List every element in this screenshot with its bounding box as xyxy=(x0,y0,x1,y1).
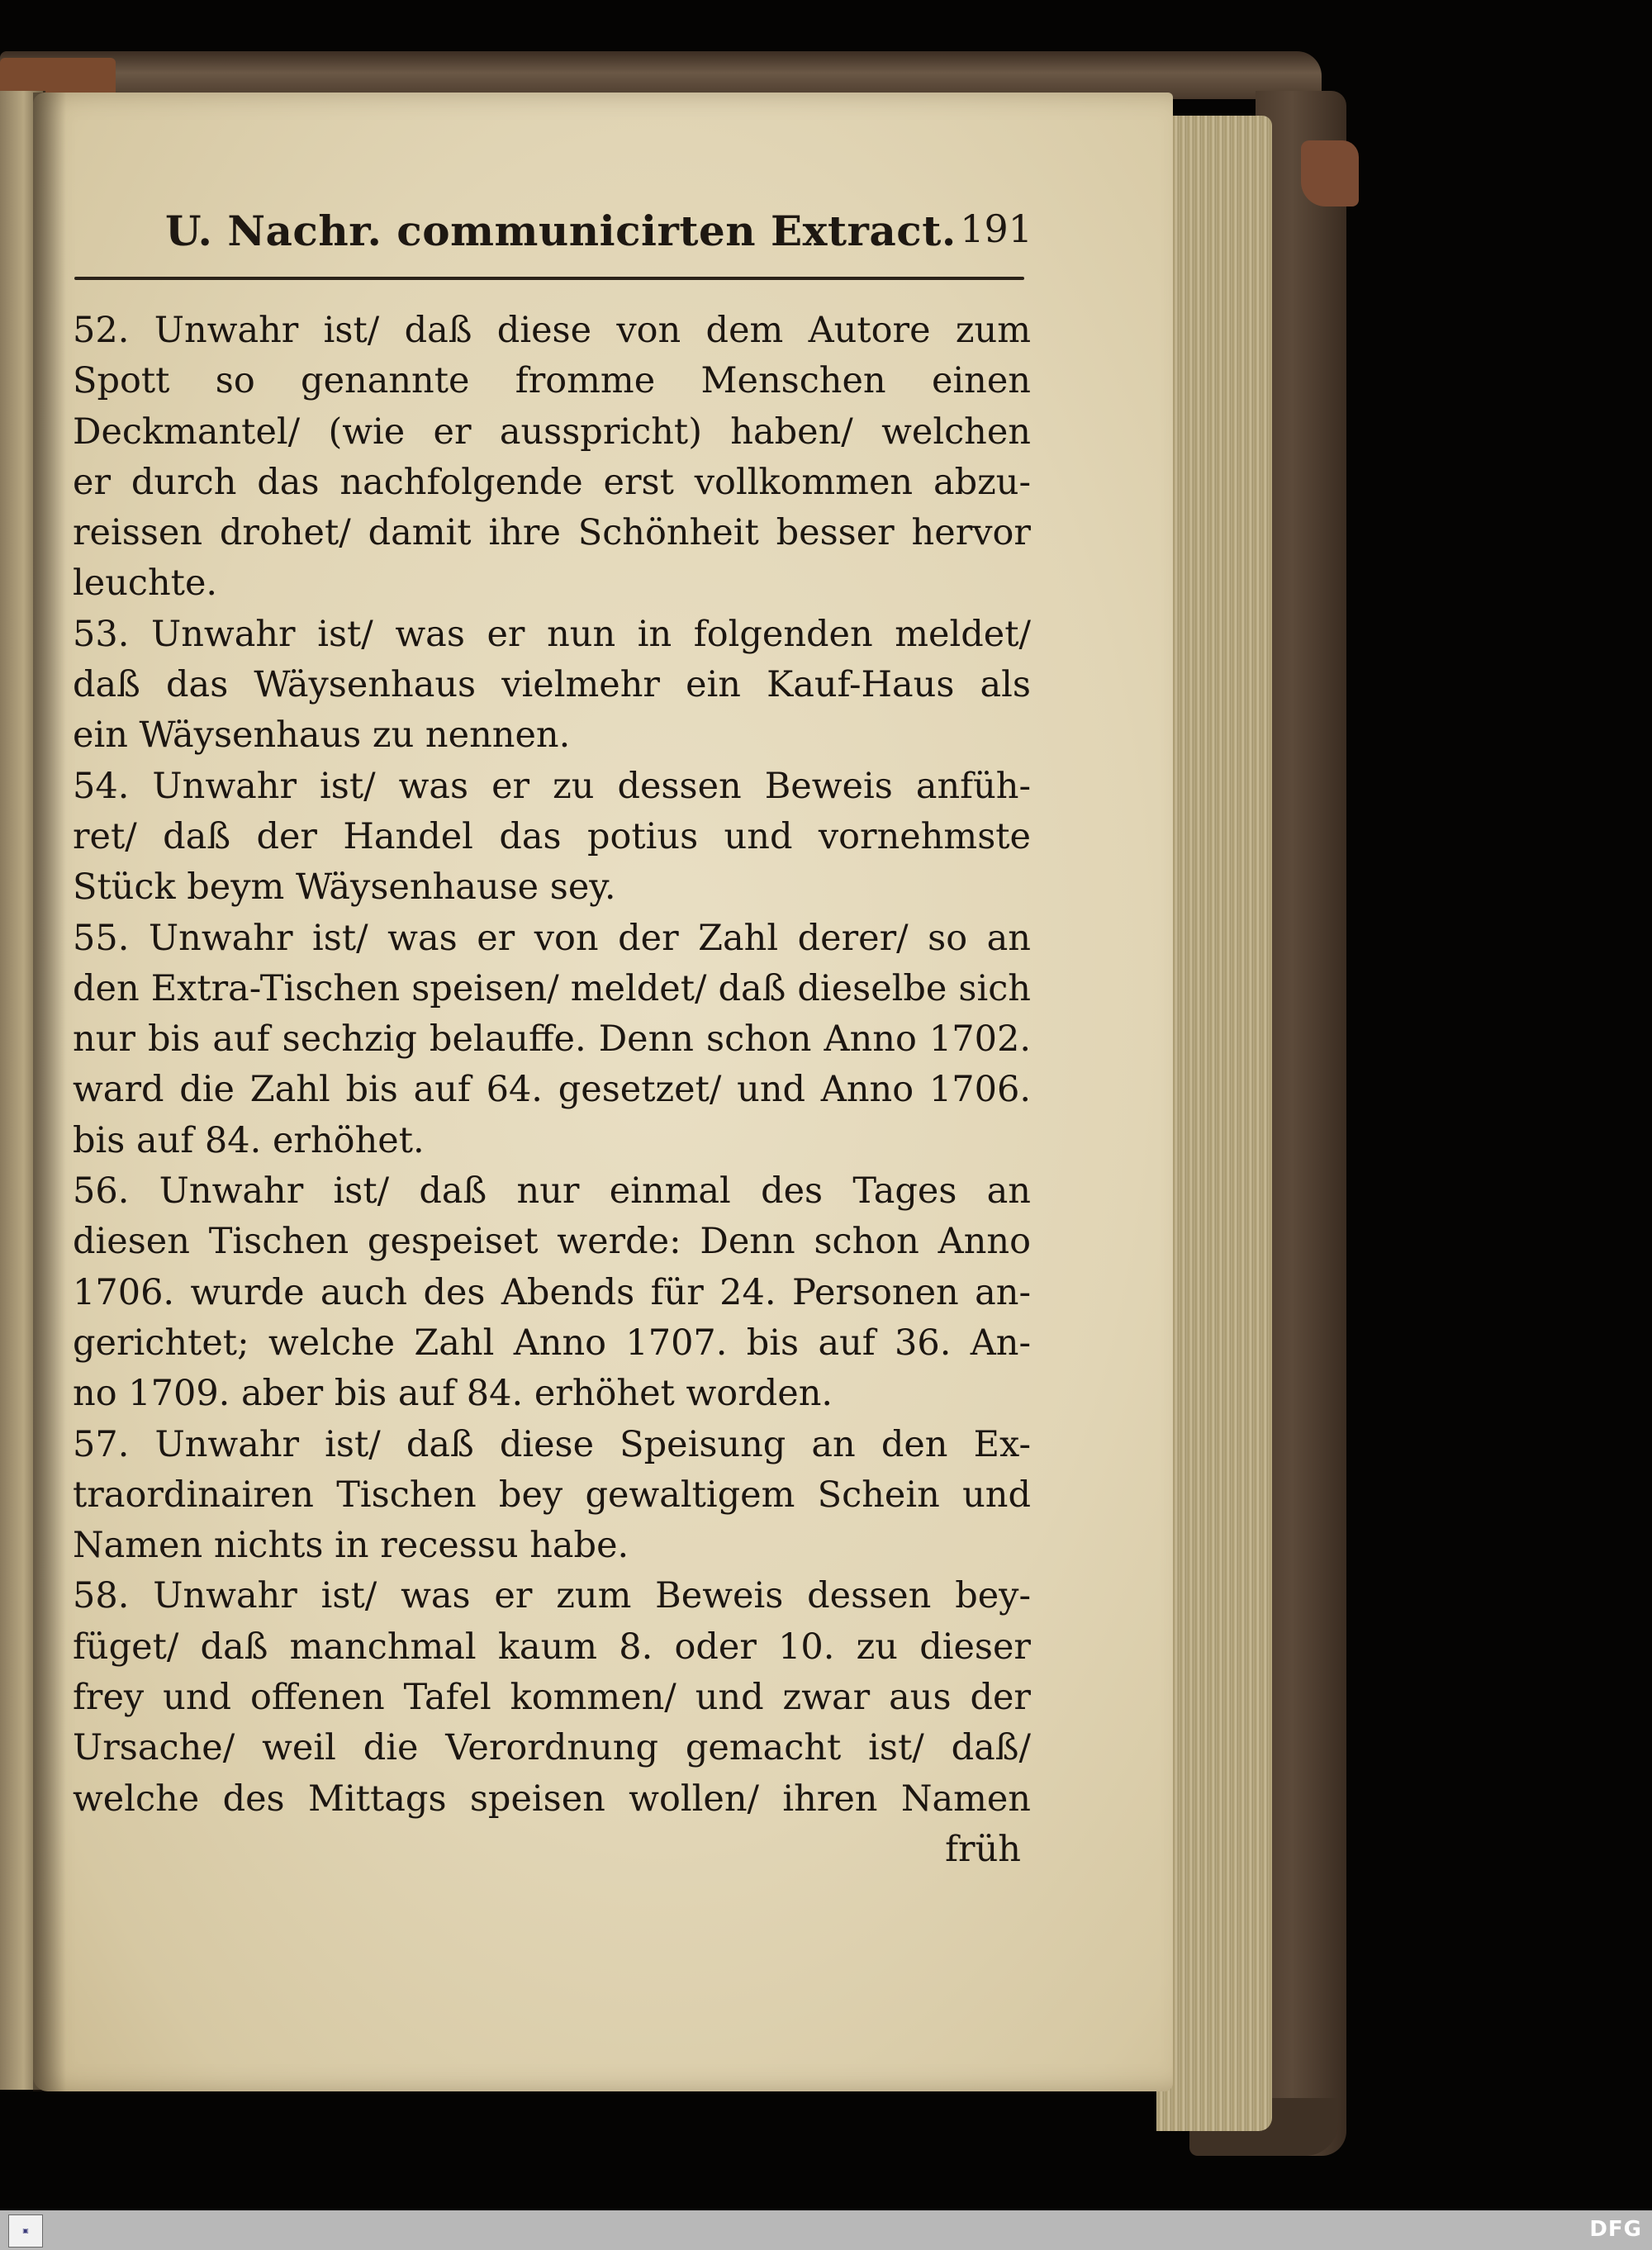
library-logo-icon: ▣ xyxy=(8,2214,43,2248)
text-line: Namen nichts in recessu habe. xyxy=(73,1525,629,1567)
page-number: 191 xyxy=(960,206,1032,251)
text-line: Ursache/ weil die Verordnung gemacht ist/ daß/ xyxy=(73,1727,1031,1769)
text-line: frey und offenen Tafel kommen/ und zwar aus der xyxy=(73,1677,1031,1719)
text-line: bis auf 84. erhöhet. xyxy=(73,1119,425,1161)
book-cover-wear xyxy=(1301,140,1359,206)
text-line: 52. Unwahr ist/ daß diese von dem Autore zum xyxy=(73,310,1031,351)
text-line: 53. Unwahr ist/ was er nun in folgenden meldet/ xyxy=(73,613,1031,655)
text-line: Stück beym Wäysenhause sey. xyxy=(73,866,616,909)
text-line: traordinairen Tischen bey gewaltigem Schein und xyxy=(73,1474,1031,1516)
gutter-shadow xyxy=(33,93,66,2091)
text-line: no 1709. aber bis auf 84. erhöhet worden. xyxy=(73,1373,833,1415)
text-line: welche des Mittags speisen wollen/ ihren Namen xyxy=(73,1778,1031,1820)
body-text xyxy=(73,306,1031,1875)
text-line: 55. Unwahr ist/ was er von der Zahl derer/ so an xyxy=(73,917,1031,959)
text-line: 56. Unwahr ist/ daß nur einmal des Tages an xyxy=(73,1170,1031,1213)
running-head: U. Nachr. communicirten Extract. xyxy=(165,206,957,255)
text-line: leuchte. xyxy=(73,562,218,605)
page-header xyxy=(165,206,1032,264)
header-rule xyxy=(74,277,1024,280)
text-line: füget/ daß manchmal kaum 8. oder 10. zu dieser xyxy=(73,1626,1031,1668)
catchword: früh xyxy=(945,1828,1021,1870)
dfg-logo: DFG xyxy=(1589,2217,1642,2242)
text-line: 58. Unwahr ist/ was er zum Beweis dessen bey- xyxy=(73,1575,1031,1617)
footer-bar xyxy=(0,2210,1652,2250)
text-line: nur bis auf sechzig belauffe. Denn schon Anno 1702. xyxy=(73,1018,1031,1061)
text-line: 57. Unwahr ist/ daß diese Speisung an den Ex- xyxy=(73,1423,1031,1465)
page-edges xyxy=(1156,116,1272,2131)
text-line: Spott so genannte fromme Menschen einen xyxy=(73,360,1031,402)
text-line: ward die Zahl bis auf 64. gesetzet/ und Anno 1706. xyxy=(73,1069,1031,1111)
text-line: er durch das nachfolgende erst vollkommen abzu- xyxy=(73,461,1031,503)
text-line: Deckmantel/ (wie er ausspricht) haben/ welchen xyxy=(73,411,1031,453)
text-line: 1706. wurde auch des Abends für 24. Personen an- xyxy=(73,1271,1031,1313)
text-line: reissen drohet/ damit ihre Schönheit besser hervor xyxy=(73,512,1031,554)
text-line: diesen Tischen gespeiset werde: Denn schon Anno xyxy=(73,1221,1031,1263)
text-line: gerichtet; welche Zahl Anno 1707. bis auf 36. An- xyxy=(73,1322,1031,1364)
text-line: daß das Wäysenhaus vielmehr ein Kauf-Haus als xyxy=(73,664,1031,706)
text-line: den Extra-Tischen speisen/ meldet/ daß dieselbe sich xyxy=(73,967,1031,1009)
text-line: ret/ daß der Handel das potius und vornehmste xyxy=(73,815,1031,857)
text-line: 54. Unwahr ist/ was er zu dessen Beweis anfüh- xyxy=(73,765,1031,807)
text-line: ein Wäysenhaus zu nennen. xyxy=(73,714,571,757)
